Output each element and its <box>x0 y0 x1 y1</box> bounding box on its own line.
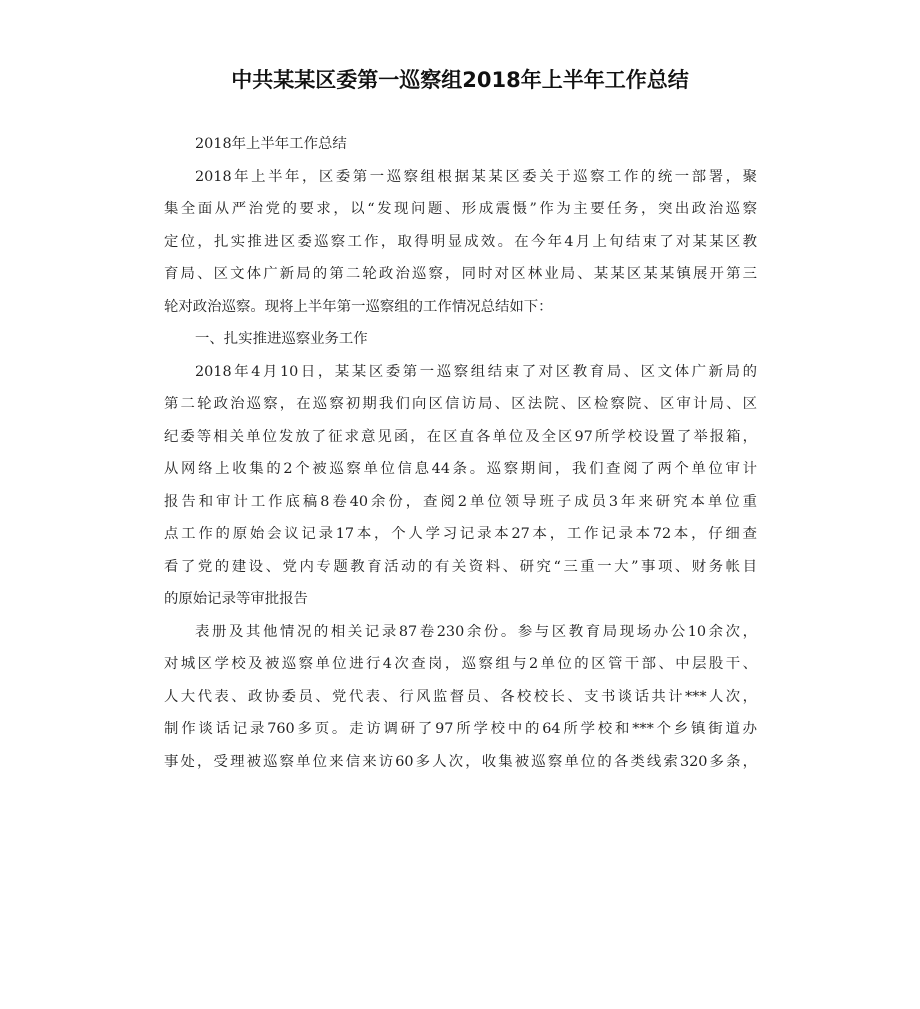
text-line: 事处，受理被巡察单位来信来访60多人次，收集被巡察单位的各类线索320多条， <box>164 753 757 770</box>
text-line: 2018年4月10日，某某区委第一巡察组结束了对区教育局、区文体广新局的 <box>195 363 757 380</box>
text-line: 轮对政治巡察。现将上半年第一巡察组的工作情况总结如下： <box>164 298 553 315</box>
text-line: 点工作的原始会议记录17本，个人学习记录本27本，工作记录本72本，仔细查 <box>164 526 757 542</box>
text-line: 对城区学校及被巡察单位进行4次查岗，巡察组与2单位的区管干部、中层股干、 <box>164 656 757 672</box>
text-line: 2018年上半年，区委第一巡察组根据某某区委关于巡察工作的统一部署，聚 <box>195 168 757 185</box>
document-title: 中共某某区委第一巡察组2018年上半年工作总结 <box>231 68 689 92</box>
text-line: 纪委等相关单位发放了征求意见函，在区直各单位及全区97所学校设置了举报箱， <box>164 428 757 445</box>
text-line: 第二轮政治巡察，在巡察初期我们向区信访局、区法院、区检察院、区审计局、区 <box>164 396 757 412</box>
text-line: 表册及其他情况的相关记录87卷230余份。参与区教育局现场办公10余次， <box>195 623 757 640</box>
text-line: 看了党的建设、党内专题教育活动的有关资料、研究“三重一大”事项、财务帐目 <box>164 558 757 575</box>
text-line: 人大代表、政协委员、党代表、行风监督员、各校校长、支书谈话共计***人次， <box>164 688 757 705</box>
text-line: 从网络上收集的2个被巡察单位信息44条。巡察期间，我们查阅了两个单位审计 <box>164 461 757 477</box>
text-line: 的原始记录等审批报告 <box>164 591 308 607</box>
text-line: 制作谈话记录760多页。走访调研了97所学校中的64所学校和***个乡镇街道办 <box>164 721 757 737</box>
document-body <box>164 128 757 778</box>
text-line: 育局、区文体广新局的第二轮政治巡察，同时对区林业局、某某区某某镇展开第三 <box>164 266 757 282</box>
text-line: 报告和审计工作底稿8卷40余份，查阅2单位领导班子成员3年来研究本单位重 <box>164 493 757 510</box>
text-line: 集全面从严治党的要求，以“发现问题、形成震慑”作为主要任务，突出政治巡察 <box>164 201 757 217</box>
text-line: 2018年上半年工作总结 <box>195 136 347 152</box>
text-line: 定位，扎实推进区委巡察工作，取得明显成效。在今年4月上旬结束了对某某区教 <box>164 233 757 250</box>
text-line: 一、扎实推进巡察业务工作 <box>195 331 368 347</box>
